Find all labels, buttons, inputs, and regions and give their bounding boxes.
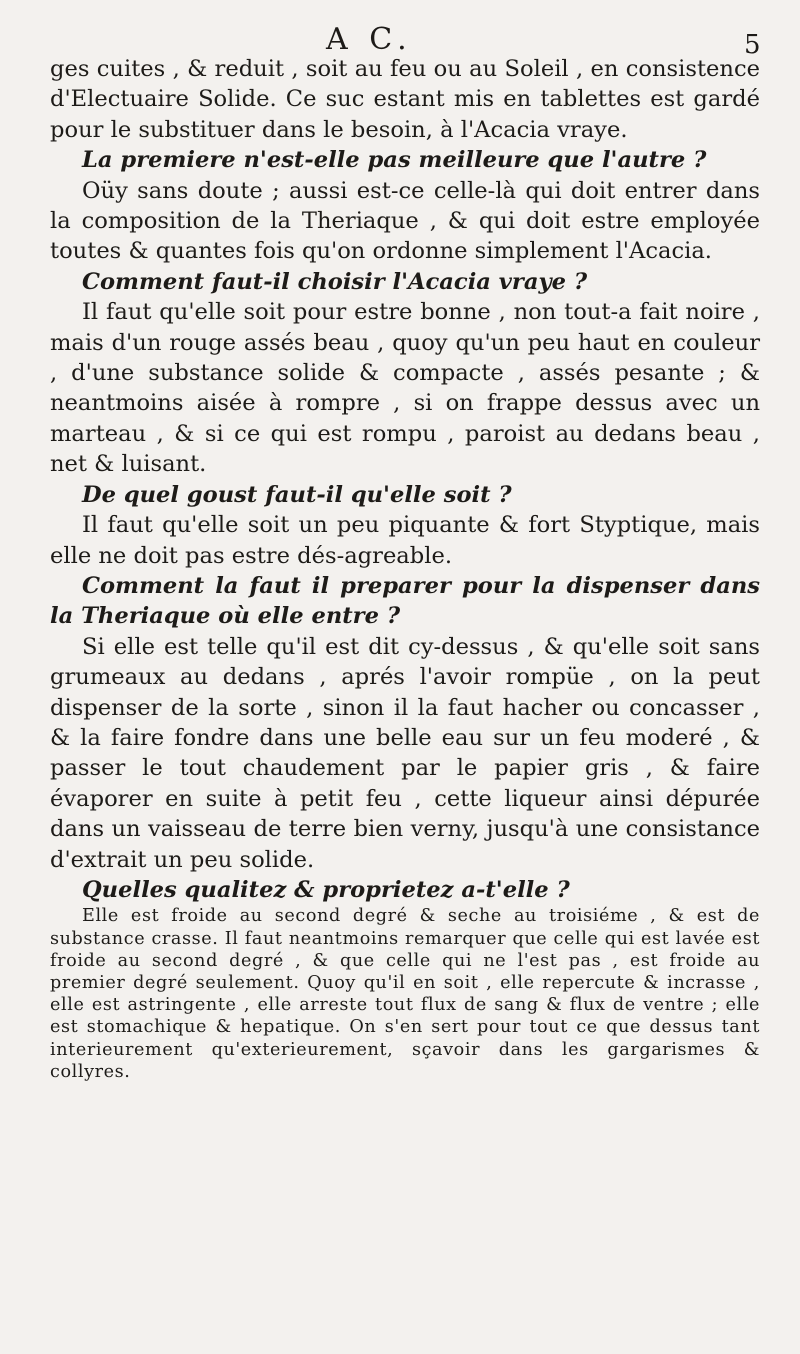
answer-paragraph: Il faut qu'elle soit pour estre bonne , non tout-a fait noire , mais d'un rouge assés beau , quoy qu'un peu haut en couleur , d'une substance solide & compacte , assés pesante ; & neantmoins aisée à rompre , si on frappe dessus avec un marteau , & si ce qui est rompu , paroist au dedans beau , net & luisant. xyxy=(50,299,760,478)
question-heading: La premiere n'est-elle pas meilleure que l'autre ? xyxy=(82,147,707,174)
paragraph-continuation: ges cuites , & reduit , soit au feu ou au Soleil , en consistence d'Electuaire Solide. Ce suc estant mis en tablettes est gardé pour le substituer dans le besoin, à l'Acacia vraye. xyxy=(50,56,760,143)
question-heading: Quelles qualitez & proprietez a-t'elle ? xyxy=(82,876,570,903)
answer-paragraph: Il faut qu'elle soit un peu piquante & fort Styptique, mais elle ne doit pas estre dés-agreable. xyxy=(50,512,760,569)
answer-paragraph-small-print: Elle est froide au second degré & seche au troisiéme , & est de substance crasse. Il faut neantmoins remarquer que celle qui est lavée est froide au second degré , & que celle qui ne l'est pas , est froide au premier degré seulement. Quoy qu'il en soit , elle repercute & incrasse , elle est astringente , elle arreste tout flux de sang & flux de ventre ; elle est stomachique & hepatique. On s'en sert pour tout ce que dessus tant interieurement qu'exterieurement, sçavoir dans les gargarismes & collyres. xyxy=(50,906,760,1082)
answer-paragraph: Oüy sans doute ; aussi est-ce celle-là qui doit entrer dans la composition de la Theriaque , & qui doit estre employée toutes & quantes fois qu'on ordonne simplement l'Acacia. xyxy=(50,177,760,265)
answer-paragraph: Si elle est telle qu'il est dit cy-dessus , & qu'elle soit sans grumeaux au dedans , aprés l'avoir rompüe , on la peut dispenser de la sorte , sinon il la faut hacher ou concasser , & la faire fondre dans une belle eau sur un feu moderé , & passer le tout chaudement par le papier gris , & faire évaporer en suite à petit feu , cette liqueur ainsi dépurée dans un vaisseau de terre bien verny, jusqu'à une consistance d'extrait un peu solide. xyxy=(50,633,760,873)
question-heading: Comment faut-il choisir l'Acacia vraye ? xyxy=(82,268,588,295)
page-number: 5 xyxy=(744,30,761,60)
running-head: A C. xyxy=(326,22,413,57)
question-heading: Comment la faut il preparer pour la dispenser dans la Theriaque où elle entre ? xyxy=(50,572,760,630)
body-text xyxy=(50,54,760,1083)
question-heading: De quel goust faut-il qu'elle soit ? xyxy=(82,481,512,508)
